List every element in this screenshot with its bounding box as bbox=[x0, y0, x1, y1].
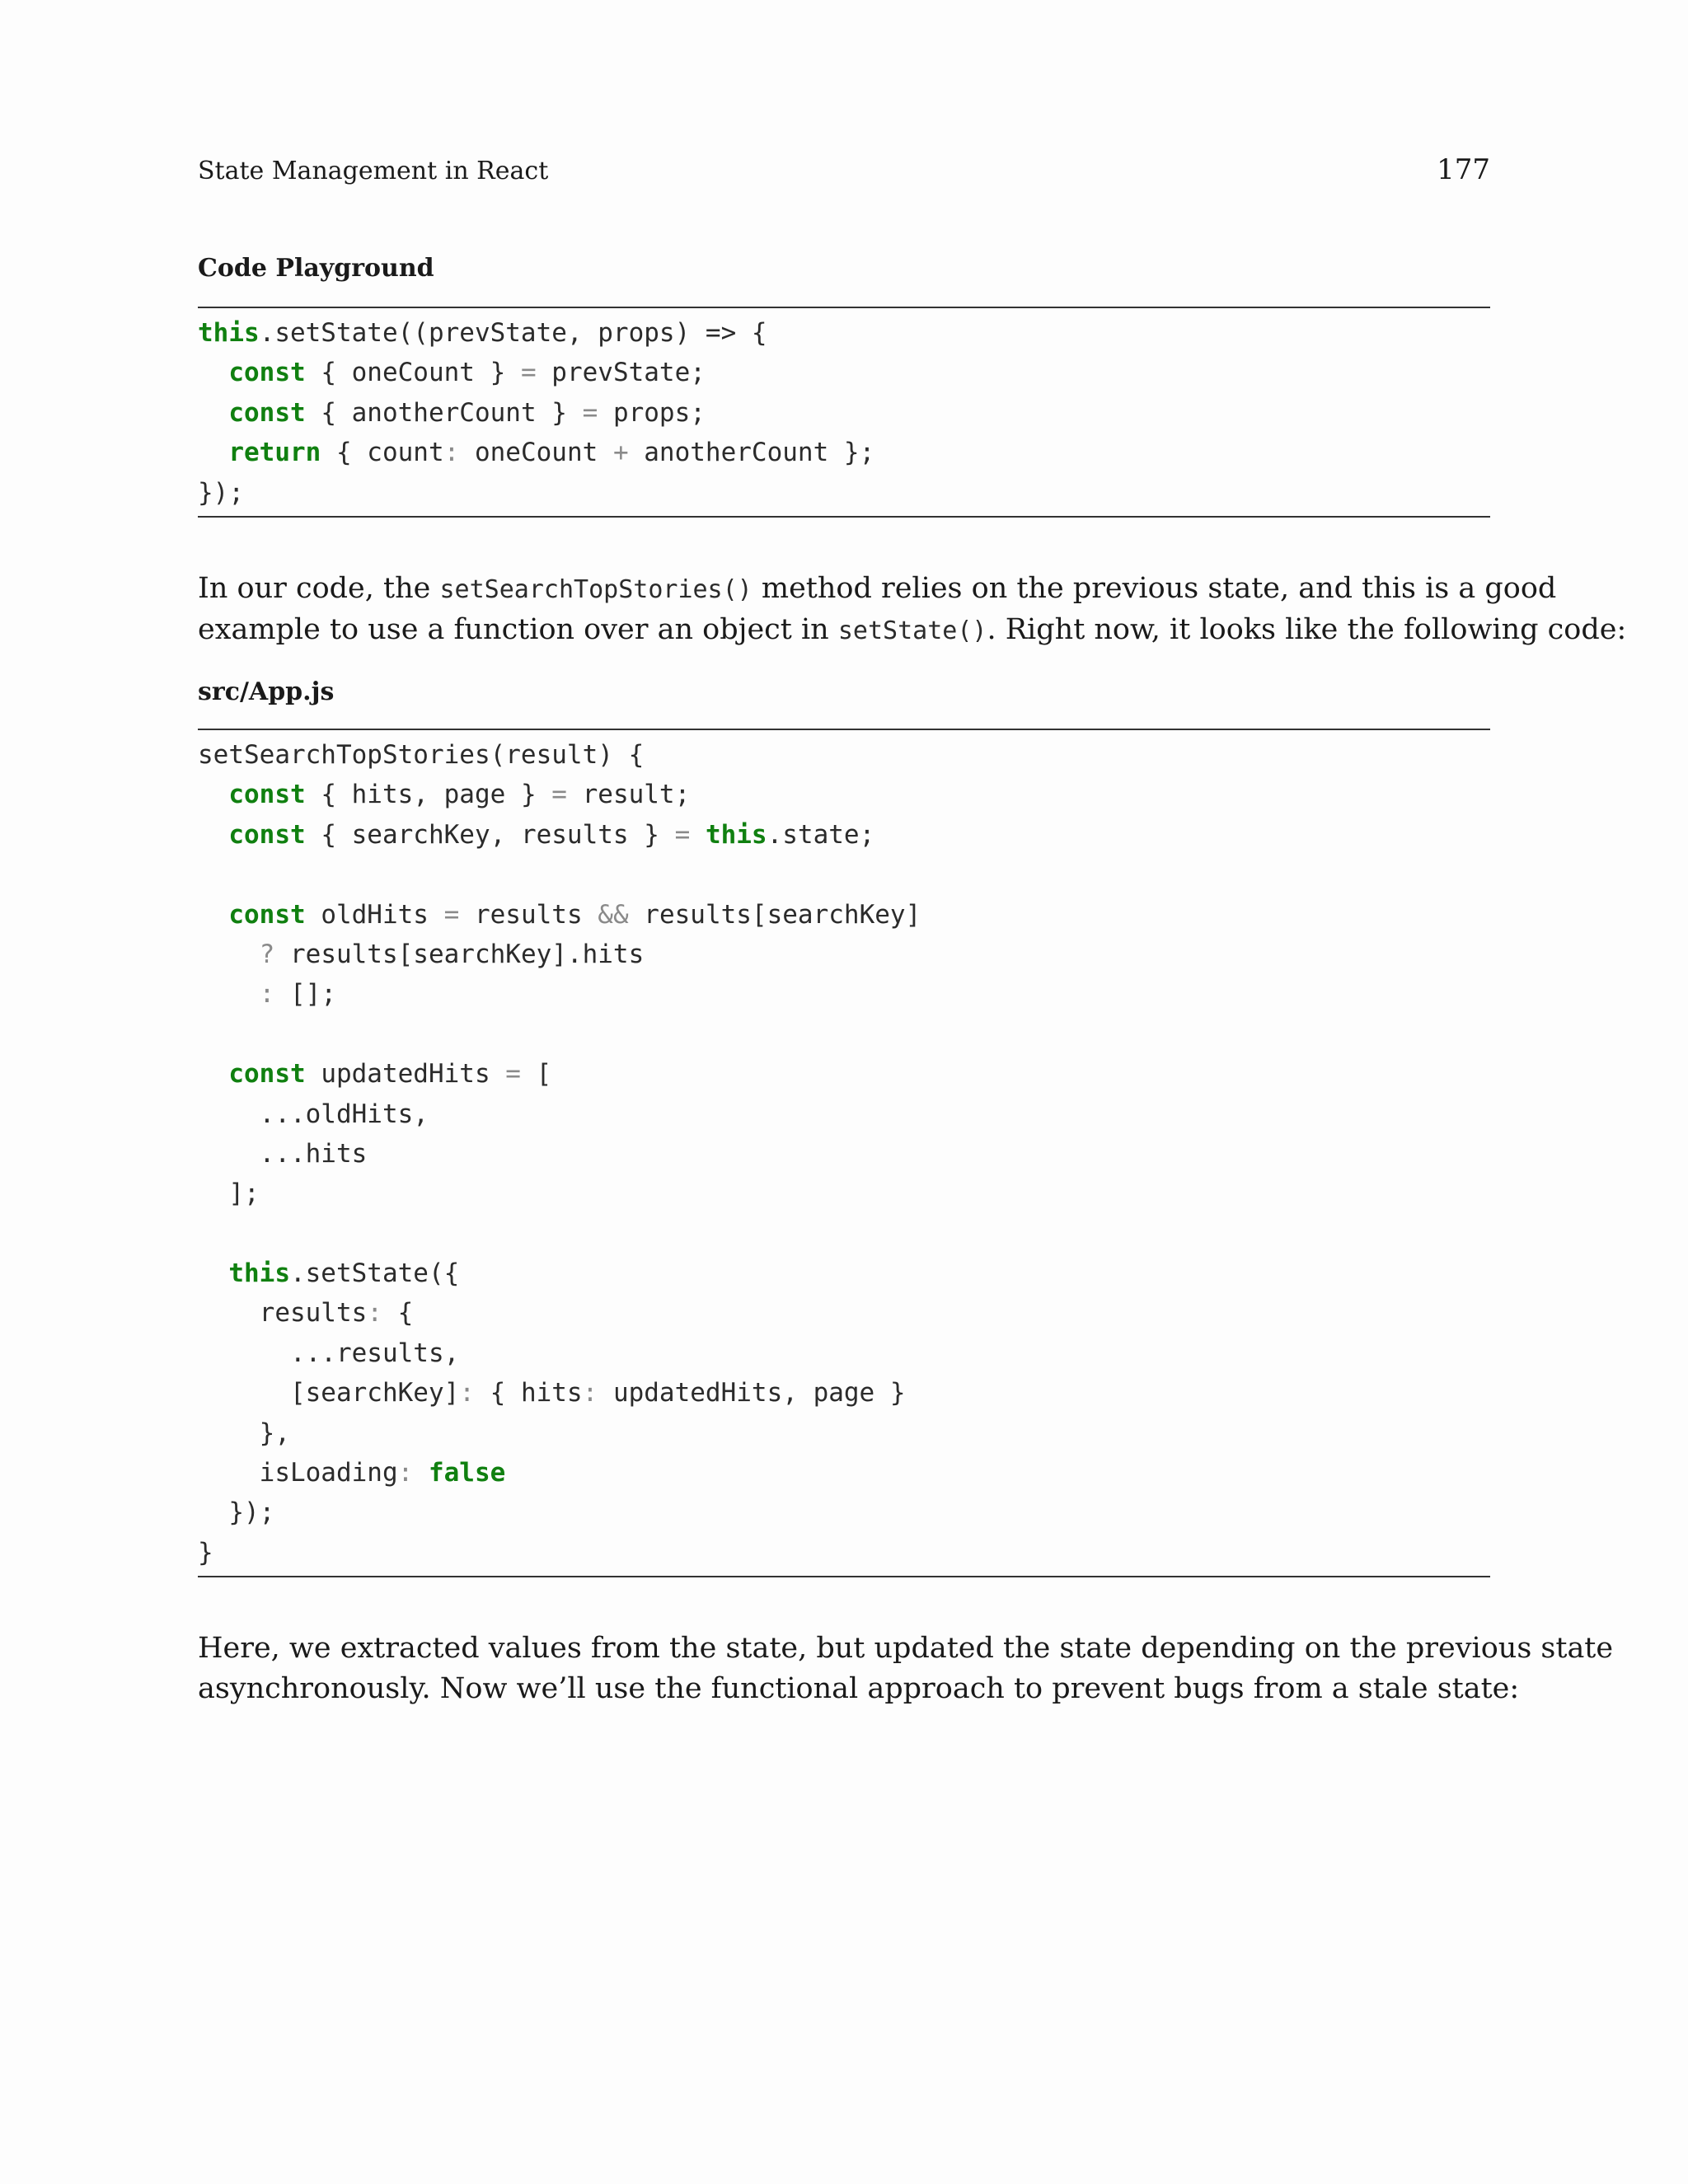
inline-code: setState() bbox=[837, 616, 987, 645]
code-line bbox=[198, 1373, 1490, 1413]
code-line bbox=[198, 1094, 1490, 1134]
code-token bbox=[198, 979, 260, 1009]
code-token: ...results, bbox=[198, 1338, 460, 1368]
code-line bbox=[198, 935, 1490, 974]
code-keyword: const bbox=[228, 397, 306, 428]
code-keyword: const bbox=[228, 780, 306, 810]
code-line bbox=[198, 1214, 1490, 1254]
code-token bbox=[413, 1458, 429, 1488]
code-line bbox=[198, 1333, 1490, 1373]
code-line bbox=[198, 433, 1490, 472]
code-token: = bbox=[520, 358, 537, 388]
code-token: = bbox=[551, 780, 567, 810]
code-line bbox=[198, 1015, 1490, 1054]
code-token: ]; bbox=[198, 1179, 260, 1209]
inline-code: setSearchTopStories() bbox=[439, 575, 753, 604]
code-token: : bbox=[459, 1378, 475, 1408]
code-token: { hits bbox=[474, 1378, 583, 1408]
page-number: 177 bbox=[1437, 153, 1490, 186]
code-token: ? bbox=[259, 939, 275, 969]
code-token: result; bbox=[566, 780, 691, 810]
code-token: oneCount bbox=[459, 438, 613, 468]
code-line bbox=[198, 1453, 1490, 1493]
code-keyword: const bbox=[228, 819, 306, 850]
code-line bbox=[198, 1054, 1490, 1094]
code-line bbox=[198, 1134, 1490, 1174]
code-token: results[searchKey].hits bbox=[274, 939, 645, 969]
code-line bbox=[198, 313, 1490, 353]
code-token: anotherCount }; bbox=[628, 438, 875, 468]
code-token: }, bbox=[198, 1418, 290, 1448]
code-token: }); bbox=[198, 477, 244, 508]
code-block-label: Code Playground bbox=[198, 254, 434, 283]
code-token: .setState({ bbox=[289, 1258, 460, 1289]
code-token: results[searchKey] bbox=[628, 899, 921, 930]
code-line bbox=[198, 393, 1490, 433]
code-keyword: this bbox=[228, 1258, 290, 1289]
code-token: [ bbox=[520, 1059, 552, 1090]
code-token bbox=[198, 398, 228, 428]
code-line bbox=[198, 855, 1490, 894]
code-token: : bbox=[259, 979, 275, 1010]
code-token: .state; bbox=[767, 819, 875, 850]
code-token: updatedHits bbox=[305, 1059, 506, 1090]
code-token bbox=[198, 780, 228, 809]
code-token: = bbox=[443, 899, 460, 930]
code-token: .setState((prevState, props) bbox=[259, 318, 706, 348]
code-keyword: return bbox=[228, 438, 321, 468]
code-keyword: const bbox=[228, 1059, 306, 1090]
code-token: } bbox=[198, 1537, 213, 1568]
code-token bbox=[198, 438, 228, 467]
code-token bbox=[198, 900, 228, 930]
code-token: = bbox=[582, 397, 598, 428]
code-block bbox=[198, 307, 1490, 518]
code-line bbox=[198, 1493, 1490, 1532]
code-token: oldHits bbox=[305, 899, 444, 930]
code-token: props; bbox=[598, 397, 706, 428]
code-token: ...hits bbox=[198, 1138, 368, 1169]
code-token: { bbox=[382, 1298, 414, 1329]
code-token bbox=[198, 358, 228, 387]
code-token: results bbox=[198, 1298, 368, 1329]
code-token bbox=[690, 820, 706, 850]
code-token: isLoading bbox=[198, 1458, 398, 1488]
code-line bbox=[198, 473, 1490, 513]
paragraph bbox=[198, 1629, 1614, 1709]
code-token: }); bbox=[198, 1497, 275, 1528]
code-line bbox=[198, 895, 1490, 935]
code-token: => bbox=[705, 318, 737, 348]
code-line bbox=[198, 1174, 1490, 1213]
code-keyword: const bbox=[228, 358, 306, 388]
code-token: { anotherCount } bbox=[305, 397, 583, 428]
code-token: = bbox=[674, 819, 691, 850]
paragraph-line: In our code, the setSearchTopStories() method relies on the previous state, and this is a good bbox=[198, 572, 1557, 605]
code-keyword: this bbox=[705, 819, 767, 850]
code-line bbox=[198, 1413, 1490, 1453]
code-token: = bbox=[505, 1059, 521, 1090]
code-line bbox=[198, 735, 1490, 775]
code-token: updatedHits, page } bbox=[598, 1378, 906, 1408]
paragraph-line: asynchronously. Now we’ll use the functional approach to prevent bugs from a stale state: bbox=[198, 1672, 1520, 1705]
code-line bbox=[198, 775, 1490, 814]
paragraph bbox=[198, 569, 1627, 651]
code-token: { searchKey, results } bbox=[305, 819, 675, 850]
code-token: : bbox=[443, 438, 460, 468]
code-token: { oneCount } bbox=[305, 358, 521, 388]
code-token: [searchKey] bbox=[198, 1378, 460, 1408]
running-header: State Management in React bbox=[198, 157, 549, 185]
code-token: : bbox=[582, 1378, 598, 1408]
code-token bbox=[198, 940, 260, 969]
code-block-label: src/App.js bbox=[198, 677, 335, 706]
code-token: []; bbox=[274, 979, 336, 1010]
code-block bbox=[198, 729, 1490, 1577]
code-token: results bbox=[459, 899, 598, 930]
code-line bbox=[198, 1293, 1490, 1333]
code-line bbox=[198, 974, 1490, 1014]
code-line bbox=[198, 815, 1490, 855]
paragraph-line: Here, we extracted values from the state, but updated the state depending on the previous state bbox=[198, 1632, 1614, 1665]
code-token bbox=[198, 1258, 228, 1288]
code-line bbox=[198, 1254, 1490, 1293]
code-token: { count bbox=[321, 438, 444, 468]
code-token: && bbox=[598, 899, 629, 930]
code-token bbox=[198, 1059, 228, 1089]
code-token: prevState; bbox=[536, 358, 706, 388]
code-token bbox=[198, 820, 228, 850]
code-keyword: const bbox=[228, 899, 306, 930]
code-token: : bbox=[397, 1458, 414, 1488]
code-token: { bbox=[736, 318, 767, 348]
code-token: + bbox=[612, 438, 629, 468]
code-token: { hits, page } bbox=[305, 780, 552, 810]
code-line bbox=[198, 1533, 1490, 1572]
paragraph-line: example to use a function over an object in setState(). Right now, it looks like the following code: bbox=[198, 613, 1627, 646]
code-token: setSearchTopStories(result) { bbox=[198, 740, 645, 770]
code-keyword: this bbox=[198, 318, 260, 348]
code-line bbox=[198, 353, 1490, 392]
code-keyword: false bbox=[428, 1458, 506, 1488]
code-token: ...oldHits, bbox=[198, 1099, 429, 1129]
code-token: : bbox=[367, 1298, 382, 1329]
